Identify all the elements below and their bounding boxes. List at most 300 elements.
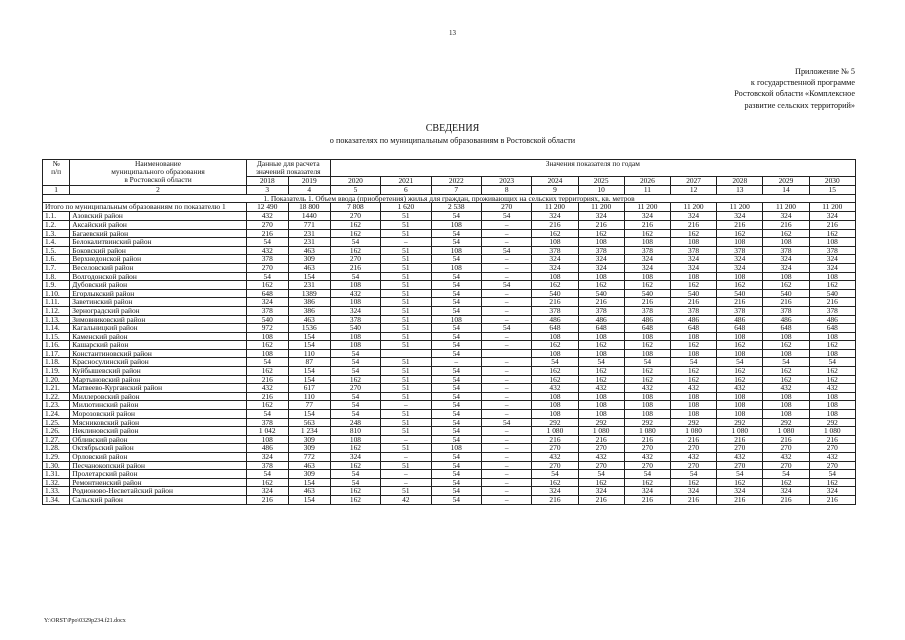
table-row xyxy=(43,384,856,393)
value-cell: 162 xyxy=(246,367,288,376)
value-cell: 154 xyxy=(288,410,330,419)
value-cell xyxy=(481,349,531,358)
value-cell: 324 xyxy=(717,255,763,264)
value-cell: 324 xyxy=(763,263,809,272)
value-cell: 51 xyxy=(381,358,431,367)
value-cell: 1 234 xyxy=(288,427,330,436)
value-cell: 162 xyxy=(246,401,288,410)
value-cell: 54 xyxy=(624,470,670,479)
value-cell: 378 xyxy=(809,246,855,255)
total-value-cell: 11 200 xyxy=(809,203,855,212)
value-cell: 51 xyxy=(381,341,431,350)
value-cell: 378 xyxy=(246,461,288,470)
column-number-cell: 1 xyxy=(43,186,70,195)
value-cell: 216 xyxy=(578,435,624,444)
value-cell: 51 xyxy=(381,461,431,470)
value-cell: 324 xyxy=(624,255,670,264)
value-cell: 162 xyxy=(330,487,380,496)
total-value-cell: 7 808 xyxy=(330,203,380,212)
value-cell: 324 xyxy=(578,255,624,264)
value-cell: 324 xyxy=(717,487,763,496)
value-cell: 1 080 xyxy=(578,427,624,436)
value-cell: 1440 xyxy=(288,212,330,221)
value-cell: 216 xyxy=(670,435,716,444)
value-cell: 324 xyxy=(578,263,624,272)
value-cell: 108 xyxy=(809,392,855,401)
value-cell: 648 xyxy=(717,324,763,333)
value-cell: 324 xyxy=(809,255,855,264)
district-name: Миллеровский район xyxy=(70,392,246,401)
value-cell: 108 xyxy=(670,392,716,401)
value-cell: 108 xyxy=(246,435,288,444)
value-cell: 162 xyxy=(670,478,716,487)
row-number: 1.8. xyxy=(43,272,70,281)
value-cell: 162 xyxy=(624,229,670,238)
value-cell: 432 xyxy=(670,453,716,462)
value-cell: 108 xyxy=(763,410,809,419)
table-row xyxy=(43,487,856,496)
value-cell: 270 xyxy=(246,220,288,229)
table-row xyxy=(43,470,856,479)
value-cell: 270 xyxy=(246,263,288,272)
value-cell: 54 xyxy=(532,470,578,479)
total-value-cell: 11 200 xyxy=(624,203,670,212)
value-cell: 54 xyxy=(246,358,288,367)
value-cell: 162 xyxy=(717,478,763,487)
header-row xyxy=(43,160,856,177)
value-cell: 54 xyxy=(481,246,531,255)
value-cell: 54 xyxy=(809,358,855,367)
value-cell: 270 xyxy=(717,461,763,470)
value-cell: 51 xyxy=(381,220,431,229)
column-number-cell: 4 xyxy=(288,186,330,195)
value-cell: 1 042 xyxy=(246,427,288,436)
value-cell: 162 xyxy=(532,375,578,384)
value-cell: 108 xyxy=(717,332,763,341)
value-cell: 292 xyxy=(578,418,624,427)
indicators-table xyxy=(42,159,856,505)
value-cell: 51 xyxy=(381,410,431,419)
value-cell: 463 xyxy=(288,315,330,324)
value-cell: 216 xyxy=(809,435,855,444)
district-name: Дубовский район xyxy=(70,281,246,290)
header-name-label: муниципального образования xyxy=(111,167,205,177)
value-cell: 108 xyxy=(624,332,670,341)
value-cell: 108 xyxy=(670,349,716,358)
value-cell: 108 xyxy=(763,238,809,247)
value-cell: 486 xyxy=(809,315,855,324)
total-value-cell: 12 490 xyxy=(246,203,288,212)
value-cell: 270 xyxy=(532,444,578,453)
value-cell: 270 xyxy=(763,444,809,453)
value-cell: 54 xyxy=(481,418,531,427)
value-cell: 378 xyxy=(246,255,288,264)
value-cell: 162 xyxy=(532,478,578,487)
value-cell: 540 xyxy=(763,289,809,298)
table-row xyxy=(43,435,856,444)
column-number-cell: 14 xyxy=(763,186,809,195)
value-cell: 108 xyxy=(763,349,809,358)
value-cell: 108 xyxy=(717,401,763,410)
value-cell: 51 xyxy=(381,298,431,307)
header-name xyxy=(70,160,246,186)
value-cell: 432 xyxy=(246,246,288,255)
value-cell: 108 xyxy=(717,392,763,401)
value-cell: 378 xyxy=(717,246,763,255)
district-name: Багаевский район xyxy=(70,229,246,238)
value-cell: 54 xyxy=(670,470,716,479)
value-cell: 51 xyxy=(381,384,431,393)
total-value-cell: 270 xyxy=(481,203,531,212)
value-cell: – xyxy=(481,306,531,315)
value-cell: 270 xyxy=(624,461,670,470)
value-cell: 648 xyxy=(532,324,578,333)
row-number: 1.31. xyxy=(43,470,70,479)
value-cell: 51 xyxy=(381,281,431,290)
value-cell: 51 xyxy=(381,272,431,281)
document-title: СВЕДЕНИЯ xyxy=(425,123,480,134)
district-name: Песчанокопский район xyxy=(70,461,246,470)
total-row xyxy=(43,203,856,212)
value-cell: 432 xyxy=(578,453,624,462)
value-cell: 216 xyxy=(809,220,855,229)
value-cell: 162 xyxy=(578,367,624,376)
value-cell: – xyxy=(481,220,531,229)
value-cell: 216 xyxy=(809,495,855,504)
value-cell: – xyxy=(481,470,531,479)
column-number-cell: 15 xyxy=(809,186,855,195)
table-row xyxy=(43,332,856,341)
value-cell: 432 xyxy=(670,384,716,393)
value-cell: 216 xyxy=(532,220,578,229)
value-cell: 54 xyxy=(431,229,481,238)
value-cell: 54 xyxy=(431,298,481,307)
value-cell: 216 xyxy=(246,495,288,504)
value-cell: 162 xyxy=(809,229,855,238)
value-cell: 54 xyxy=(246,410,288,419)
value-cell: 432 xyxy=(717,384,763,393)
value-cell: 216 xyxy=(717,220,763,229)
header-calc-data xyxy=(246,160,330,177)
row-number: 1.4. xyxy=(43,238,70,247)
total-value-cell: 11 200 xyxy=(670,203,716,212)
value-cell: 324 xyxy=(578,487,624,496)
table-row xyxy=(43,495,856,504)
value-cell: 540 xyxy=(532,289,578,298)
value-cell: 378 xyxy=(532,246,578,255)
district-name: Ремонтненский район xyxy=(70,478,246,487)
value-cell: – xyxy=(481,461,531,470)
value-cell: 54 xyxy=(481,281,531,290)
value-cell: 292 xyxy=(624,418,670,427)
value-cell: 162 xyxy=(578,229,624,238)
table-row xyxy=(43,358,856,367)
value-cell: 1 080 xyxy=(763,427,809,436)
table-row xyxy=(43,392,856,401)
table-row xyxy=(43,427,856,436)
value-cell: 108 xyxy=(670,401,716,410)
value-cell: 162 xyxy=(246,341,288,350)
district-name: Родионово-Несветайский район xyxy=(70,487,246,496)
value-cell: – xyxy=(381,435,431,444)
value-cell: 378 xyxy=(763,246,809,255)
value-cell: – xyxy=(381,401,431,410)
value-cell: 309 xyxy=(288,470,330,479)
value-cell: 324 xyxy=(624,487,670,496)
value-cell: 162 xyxy=(809,281,855,290)
value-cell: 108 xyxy=(578,401,624,410)
value-cell: 54 xyxy=(431,238,481,247)
value-cell: 108 xyxy=(532,332,578,341)
value-cell: 77 xyxy=(288,401,330,410)
district-name: Егорлыкский район xyxy=(70,289,246,298)
value-cell: 51 xyxy=(381,367,431,376)
value-cell: 108 xyxy=(809,332,855,341)
value-cell: 486 xyxy=(578,315,624,324)
row-number: 1.34. xyxy=(43,495,70,504)
year-header-cell: 2025 xyxy=(578,177,624,186)
value-cell: 324 xyxy=(670,255,716,264)
year-header-cell: 2018 xyxy=(246,177,288,186)
value-cell: 54 xyxy=(431,289,481,298)
value-cell: 216 xyxy=(670,495,716,504)
district-name: Мясниковский район xyxy=(70,418,246,427)
value-cell: 162 xyxy=(670,375,716,384)
value-cell: 1389 xyxy=(288,289,330,298)
district-name: Кашарский район xyxy=(70,341,246,350)
value-cell: 108 xyxy=(763,401,809,410)
value-cell: 108 xyxy=(431,220,481,229)
value-cell: 292 xyxy=(763,418,809,427)
value-cell: 54 xyxy=(431,375,481,384)
value-cell: 54 xyxy=(330,238,380,247)
table-row xyxy=(43,272,856,281)
row-number: 1.25. xyxy=(43,418,70,427)
value-cell: 324 xyxy=(809,212,855,221)
value-cell: 108 xyxy=(330,298,380,307)
value-cell: 51 xyxy=(381,212,431,221)
year-header-cell: 2019 xyxy=(288,177,330,186)
district-name: Константиновский район xyxy=(70,349,246,358)
value-cell: 540 xyxy=(624,289,670,298)
table-row xyxy=(43,418,856,427)
value-cell: 51 xyxy=(381,263,431,272)
year-header-cell: 2029 xyxy=(763,177,809,186)
column-number-cell: 13 xyxy=(717,186,763,195)
table-row xyxy=(43,444,856,453)
row-number: 1.3. xyxy=(43,229,70,238)
value-cell: 324 xyxy=(330,453,380,462)
value-cell: 54 xyxy=(624,358,670,367)
value-cell: 540 xyxy=(670,289,716,298)
value-cell: 108 xyxy=(330,341,380,350)
value-cell: 51 xyxy=(381,444,431,453)
value-cell: 216 xyxy=(809,298,855,307)
value-cell: 432 xyxy=(809,384,855,393)
value-cell: – xyxy=(481,367,531,376)
value-cell: 108 xyxy=(578,392,624,401)
value-cell: 324 xyxy=(624,212,670,221)
value-cell: 108 xyxy=(809,410,855,419)
value-cell: – xyxy=(481,392,531,401)
value-cell: – xyxy=(481,238,531,247)
value-cell: 108 xyxy=(532,238,578,247)
value-cell: 617 xyxy=(288,384,330,393)
value-cell: 216 xyxy=(763,220,809,229)
value-cell: 540 xyxy=(578,289,624,298)
value-cell: 216 xyxy=(670,298,716,307)
row-number: 1.33. xyxy=(43,487,70,496)
value-cell: 51 xyxy=(381,392,431,401)
value-cell: 162 xyxy=(763,229,809,238)
value-cell: – xyxy=(481,453,531,462)
row-number: 1.23. xyxy=(43,401,70,410)
value-cell: 162 xyxy=(578,281,624,290)
value-cell: 324 xyxy=(763,255,809,264)
value-cell: 386 xyxy=(288,298,330,307)
column-number-cell: 12 xyxy=(670,186,716,195)
value-cell: 51 xyxy=(381,427,431,436)
value-cell: 432 xyxy=(809,453,855,462)
value-cell: 51 xyxy=(381,229,431,238)
value-cell: 432 xyxy=(246,384,288,393)
value-cell: 324 xyxy=(763,212,809,221)
value-cell: 108 xyxy=(532,392,578,401)
value-cell: 216 xyxy=(246,229,288,238)
value-cell: 54 xyxy=(717,358,763,367)
value-cell: 108 xyxy=(624,272,670,281)
value-cell: 270 xyxy=(670,461,716,470)
value-cell: 54 xyxy=(431,281,481,290)
district-name: Куйбышевский район xyxy=(70,367,246,376)
value-cell: 108 xyxy=(763,392,809,401)
value-cell: 324 xyxy=(246,453,288,462)
value-cell: 110 xyxy=(288,349,330,358)
value-cell: 378 xyxy=(624,246,670,255)
value-cell: 432 xyxy=(624,384,670,393)
value-cell: 54 xyxy=(481,324,531,333)
value-cell: 108 xyxy=(578,349,624,358)
value-cell: 486 xyxy=(624,315,670,324)
column-number-cell: 9 xyxy=(532,186,578,195)
value-cell: 463 xyxy=(288,487,330,496)
value-cell: 154 xyxy=(288,341,330,350)
value-cell: 309 xyxy=(288,255,330,264)
value-cell: 108 xyxy=(532,272,578,281)
value-cell: 270 xyxy=(330,255,380,264)
row-number: 1.19. xyxy=(43,367,70,376)
value-cell: 162 xyxy=(624,478,670,487)
value-cell: 972 xyxy=(246,324,288,333)
value-cell: 108 xyxy=(330,332,380,341)
value-cell: 216 xyxy=(532,495,578,504)
value-cell: 216 xyxy=(624,220,670,229)
value-cell: – xyxy=(481,315,531,324)
header-num-label: № xyxy=(52,159,60,168)
value-cell: 54 xyxy=(431,401,481,410)
value-cell: 270 xyxy=(578,444,624,453)
value-cell: – xyxy=(481,375,531,384)
appendix-line: развитие сельских территорий» xyxy=(744,100,855,110)
table-row xyxy=(43,375,856,384)
value-cell: 162 xyxy=(330,246,380,255)
value-cell: 378 xyxy=(578,306,624,315)
total-value-cell: 18 800 xyxy=(288,203,330,212)
value-cell: 378 xyxy=(670,246,716,255)
value-cell: 108 xyxy=(532,401,578,410)
value-cell: 540 xyxy=(246,315,288,324)
value-cell: 648 xyxy=(670,324,716,333)
value-cell: 108 xyxy=(431,263,481,272)
column-number-cell: 10 xyxy=(578,186,624,195)
value-cell: 51 xyxy=(381,332,431,341)
column-number-cell: 5 xyxy=(330,186,380,195)
year-header-cell: 2021 xyxy=(381,177,431,186)
value-cell: 162 xyxy=(809,367,855,376)
year-header-cell: 2022 xyxy=(431,177,481,186)
row-number: 1.9. xyxy=(43,281,70,290)
indicator-label: 1. Показатель 1. Объем ввода (приобретения) жилья для граждан, проживающих на сельских территориях, кв. метров xyxy=(43,194,856,203)
district-name: Октябрьский район xyxy=(70,444,246,453)
value-cell: 162 xyxy=(717,281,763,290)
value-cell: 248 xyxy=(330,418,380,427)
value-cell: 810 xyxy=(330,427,380,436)
row-number: 1.12. xyxy=(43,306,70,315)
value-cell: 108 xyxy=(624,238,670,247)
value-cell: 270 xyxy=(763,461,809,470)
row-number: 1.15. xyxy=(43,332,70,341)
district-name: Матвеево-Курганский район xyxy=(70,384,246,393)
value-cell: 54 xyxy=(431,341,481,350)
district-name: Пролетарский район xyxy=(70,470,246,479)
total-value-cell: 2 538 xyxy=(431,203,481,212)
column-number-cell: 2 xyxy=(70,186,246,195)
indicator-row xyxy=(43,194,856,203)
row-number: 1.30. xyxy=(43,461,70,470)
district-name: Аксайский район xyxy=(70,220,246,229)
value-cell: 162 xyxy=(532,341,578,350)
row-number: 1.11. xyxy=(43,298,70,307)
value-cell: 51 xyxy=(381,375,431,384)
row-number: 1.20. xyxy=(43,375,70,384)
value-cell: 378 xyxy=(330,315,380,324)
value-cell: 108 xyxy=(330,435,380,444)
value-cell: – xyxy=(481,495,531,504)
value-cell: 54 xyxy=(763,358,809,367)
value-cell: 162 xyxy=(717,341,763,350)
value-cell: 162 xyxy=(717,367,763,376)
value-cell: 309 xyxy=(288,435,330,444)
value-cell: 216 xyxy=(330,263,380,272)
value-cell: – xyxy=(381,470,431,479)
value-cell: 162 xyxy=(330,461,380,470)
value-cell: 54 xyxy=(763,470,809,479)
value-cell: 378 xyxy=(624,306,670,315)
value-cell: 270 xyxy=(624,444,670,453)
value-cell: 54 xyxy=(431,306,481,315)
value-cell: 432 xyxy=(763,453,809,462)
value-cell: 216 xyxy=(763,298,809,307)
district-name: Верхнедонской район xyxy=(70,255,246,264)
value-cell: 648 xyxy=(246,289,288,298)
value-cell: 432 xyxy=(532,453,578,462)
value-cell: 54 xyxy=(431,487,481,496)
value-cell: 108 xyxy=(624,401,670,410)
column-number-cell: 8 xyxy=(481,186,531,195)
value-cell: 154 xyxy=(288,375,330,384)
value-cell: 378 xyxy=(246,306,288,315)
value-cell: 108 xyxy=(809,238,855,247)
